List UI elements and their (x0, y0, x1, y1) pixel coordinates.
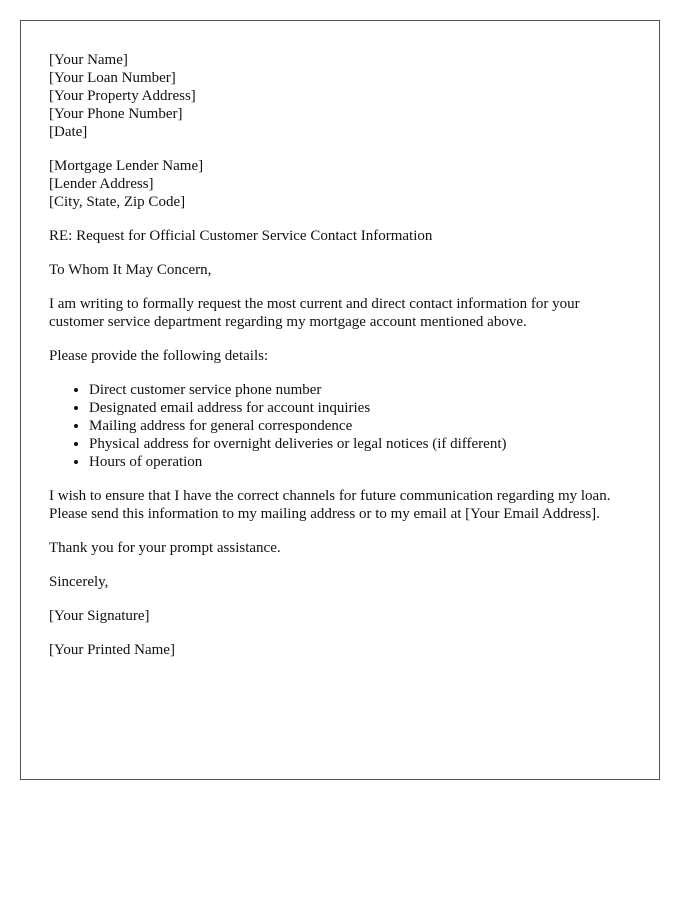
list-item: • Designated email address for account inquiries (89, 399, 631, 417)
list-item: • Hours of operation (89, 453, 631, 471)
signature-line: [Your Signature] (49, 608, 150, 624)
lender-name: [Mortgage Lender Name] (49, 158, 204, 174)
lender-address: [Lender Address] (49, 176, 154, 192)
salutation: To Whom It May Concern, (49, 262, 212, 278)
thanks-line: Thank you for your prompt assistance. (49, 540, 281, 556)
printed-name-line: [Your Printed Name] (49, 642, 175, 658)
list-item: • Direct customer service phone number (89, 381, 631, 399)
sender-property-address: [Your Property Address] (49, 88, 196, 104)
recipient-block (49, 157, 631, 211)
letter-date: [Date] (49, 124, 88, 140)
sender-loan-number: [Your Loan Number] (49, 70, 176, 86)
list-item: • Mailing address for general correspondence (89, 417, 631, 435)
sender-name: [Your Name] (49, 52, 128, 68)
list-item: • Physical address for overnight deliveries or legal notices (if different) (89, 435, 631, 453)
details-list (49, 381, 631, 471)
closing-salutation: Sincerely, (49, 574, 109, 590)
closing-paragraph: I wish to ensure that I have the correct channels for future communication regarding my loan. Please send this information to my mailing address or to my email at [Your Email Address]. (49, 488, 611, 522)
intro-paragraph: I am writing to formally request the most current and direct contact information for your customer service department regarding my mortgage account mentioned above. (49, 296, 580, 330)
letter-page (20, 20, 660, 780)
subject-line: RE: Request for Official Customer Service Contact Information (49, 228, 433, 244)
sender-block (49, 51, 631, 141)
sender-phone-number: [Your Phone Number] (49, 106, 183, 122)
list-intro: Please provide the following details: (49, 348, 269, 364)
lender-city-state-zip: [City, State, Zip Code] (49, 194, 186, 210)
